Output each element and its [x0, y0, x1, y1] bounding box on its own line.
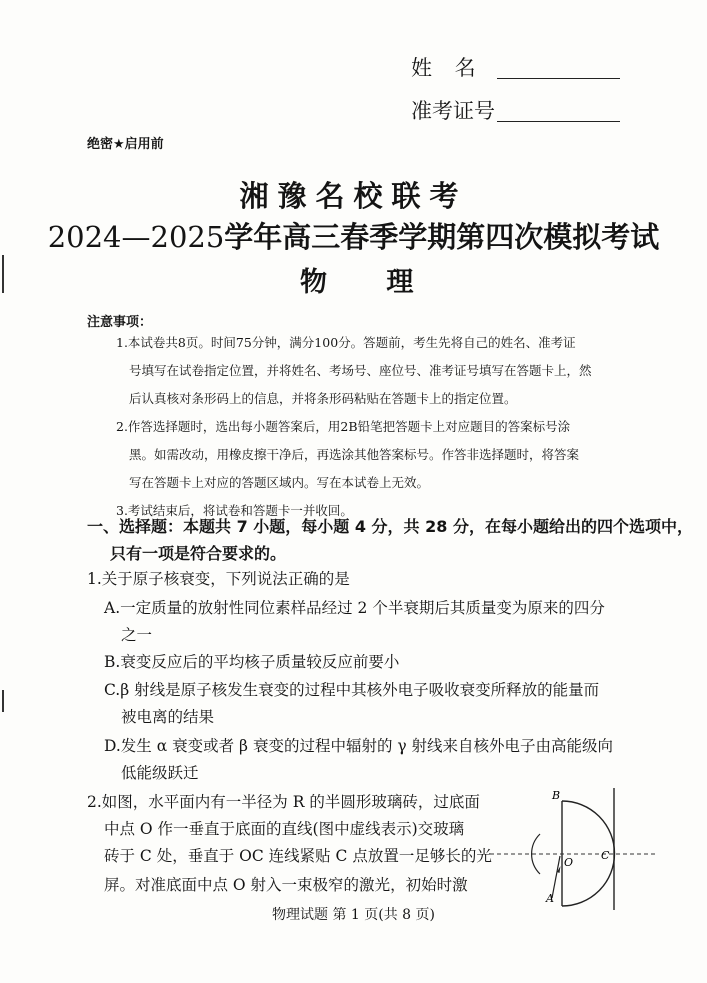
- q2-line: 砖于 C 处，垂直于 OC 连线紧贴 C 点放置一足够长的光: [104, 847, 492, 865]
- notice-heading: 注意事项：: [87, 315, 153, 330]
- notice-line: 号填写在试卷指定位置，并将姓名、考场号、座位号、准考证号填写在答题卡上，然: [129, 363, 592, 378]
- exam-title: 湘豫名校联考: [239, 179, 468, 213]
- section-heading: 一、选择题：本题共 7 小题，每小题 4 分，共 28 分，在每小题给出的四个选项中，: [87, 517, 693, 536]
- q2-line: 中点 O 作一垂直于底面的直线(图中虚线表示)交玻璃: [104, 820, 465, 838]
- notice-line: 写在答题卡上对应的答题区域内。写在本试卷上无效。: [129, 475, 430, 490]
- subject-title: 物 理: [300, 267, 414, 298]
- label-C: C: [601, 849, 610, 862]
- q1-option-d-cont: 低能级跃迁: [121, 764, 199, 782]
- notice-list: [116, 329, 592, 525]
- q2-line: 2.如图，水平面内有一半径为 R 的半圆形玻璃砖，过底面: [87, 793, 480, 811]
- name-blank: [497, 56, 620, 79]
- exam-term: 学年高三春季学期第四次模拟考试: [224, 220, 660, 254]
- exam-id-label: 准考证号: [411, 99, 495, 123]
- page-footer: 物理试题 第 1 页(共 8 页): [272, 907, 435, 923]
- q1-option-a-cont: 之一: [121, 626, 153, 644]
- q1-option-a: A.一定质量的放射性同位素样品经过 2 个半衰期后其质量变为原来的四分: [104, 599, 605, 617]
- q1-option-c-cont: 被电离的结果: [121, 708, 215, 726]
- label-A: A: [546, 892, 554, 905]
- exam-subtitle: [0, 215, 707, 256]
- q1-option-b: B.衰变反应后的平均核子质量较反应前要小: [104, 653, 400, 671]
- notice-line: 3.考试结束后，将试卷和答题卡一并收回。: [116, 503, 353, 518]
- binding-mark: [2, 690, 4, 712]
- section-heading-cont: 只有一项是符合要求的。: [110, 544, 287, 563]
- name-label: 姓 名: [411, 56, 484, 80]
- q1-stem: 1.关于原子核衰变，下列说法正确的是: [87, 570, 350, 588]
- binding-mark: [2, 255, 4, 293]
- q1-option-c: C.β 射线是原子核发生衰变的过程中其核外电子吸收衰变所释放的能量而: [104, 681, 600, 699]
- label-O: O: [564, 856, 574, 869]
- q2-figure: [480, 786, 660, 911]
- exam-id-blank: [497, 99, 620, 122]
- secret-tag: 绝密★启用前: [87, 137, 164, 152]
- q2-line: 屏。对准底面中点 O 射入一束极窄的激光，初始时激: [104, 876, 468, 894]
- label-B: B: [552, 789, 561, 802]
- q1-option-d: D.发生 α 衰变或者 β 衰变的过程中辐射的 γ 射线来自核外电子由高能级向: [104, 737, 614, 755]
- notice-line: 1.本试卷共8页。时间75分钟，满分100分。答题前，考生先将自己的姓名、准考证: [116, 335, 576, 350]
- notice-line: 2.作答选择题时，选出每小题答案后，用2B铅笔把答题卡上对应题目的答案标号涂: [116, 419, 571, 434]
- exam-years: 2024—2025: [47, 220, 225, 254]
- notice-line: 黑。如需改动，用橡皮擦干净后，再选涂其他答案标号。作答非选择题时，将答案: [129, 447, 580, 462]
- notice-line: 后认真核对条形码上的信息，并将条形码粘贴在答题卡上的指定位置。: [129, 391, 517, 406]
